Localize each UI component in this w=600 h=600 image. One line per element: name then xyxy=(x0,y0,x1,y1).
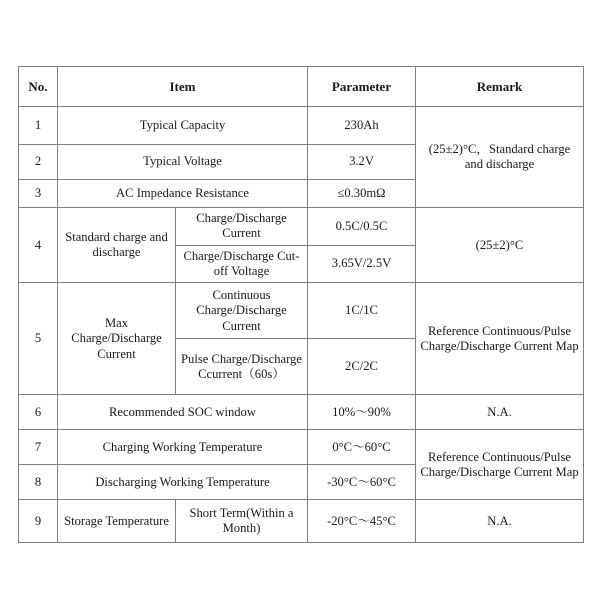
cell-no-2: 2 xyxy=(19,145,58,180)
cell-parameter-5a: 1C/1C xyxy=(308,283,416,339)
table-header-row xyxy=(19,67,584,107)
cell-item-1: Typical Capacity xyxy=(58,107,308,145)
battery-specification-table xyxy=(18,66,584,543)
cell-parameter-4a: 0.5C/0.5C xyxy=(308,208,416,246)
column-header-no: No. xyxy=(19,67,58,107)
table-header xyxy=(19,67,584,107)
cell-item-3: AC Impedance Resistance xyxy=(58,180,308,208)
cell-parameter-7: 0°C～60°C xyxy=(308,430,416,465)
cell-remark-6: N.A. xyxy=(416,395,584,430)
column-header-item: Item xyxy=(58,67,308,107)
table-row xyxy=(19,430,584,465)
cell-no-1: 1 xyxy=(19,107,58,145)
cell-parameter-6: 10%～90% xyxy=(308,395,416,430)
cell-remark-7-8: Reference Continuous/Pulse Charge/Discharge Current Map xyxy=(416,430,584,500)
cell-no-3: 3 xyxy=(19,180,58,208)
cell-parameter-2: 3.2V xyxy=(308,145,416,180)
cell-parameter-4b: 3.65V/2.5V xyxy=(308,245,416,283)
cell-remark-4: (25±2)°C xyxy=(416,208,584,283)
cell-no-6: 6 xyxy=(19,395,58,430)
cell-subitem-5b: Pulse Charge/Discharge Ccurrent（60s） xyxy=(176,339,308,395)
cell-subitem-9: Short Term(Within a Month) xyxy=(176,500,308,543)
cell-item-2: Typical Voltage xyxy=(58,145,308,180)
cell-item-6: Recommended SOC window xyxy=(58,395,308,430)
cell-parameter-9: -20°C～45°C xyxy=(308,500,416,543)
cell-no-8: 8 xyxy=(19,465,58,500)
cell-remark-5: Reference Continuous/Pulse Charge/Discharge Current Map xyxy=(416,283,584,395)
table-row xyxy=(19,283,584,339)
cell-subitem-5a: Continuous Charge/Discharge Current xyxy=(176,283,308,339)
cell-no-9: 9 xyxy=(19,500,58,543)
cell-subitem-4a: Charge/Discharge Current xyxy=(176,208,308,246)
cell-remark-1-3: (25±2)°C，Standard charge and discharge xyxy=(416,107,584,208)
cell-item-4: Standard charge and discharge xyxy=(58,208,176,283)
column-header-remark: Remark xyxy=(416,67,584,107)
cell-parameter-1: 230Ah xyxy=(308,107,416,145)
cell-parameter-5b: 2C/2C xyxy=(308,339,416,395)
cell-no-4: 4 xyxy=(19,208,58,283)
cell-item-8: Discharging Working Temperature xyxy=(58,465,308,500)
table-row xyxy=(19,208,584,246)
table-row xyxy=(19,500,584,543)
table-row xyxy=(19,395,584,430)
cell-item-7: Charging Working Temperature xyxy=(58,430,308,465)
cell-no-5: 5 xyxy=(19,283,58,395)
cell-item-9: Storage Temperature xyxy=(58,500,176,543)
table-row xyxy=(19,107,584,145)
cell-remark-9: N.A. xyxy=(416,500,584,543)
cell-item-5: Max Charge/Discharge Current xyxy=(58,283,176,395)
cell-subitem-4b: Charge/Discharge Cut-off Voltage xyxy=(176,245,308,283)
table-body xyxy=(19,107,584,543)
cell-no-7: 7 xyxy=(19,430,58,465)
specification-table-container xyxy=(18,66,583,543)
column-header-parameter: Parameter xyxy=(308,67,416,107)
cell-parameter-8: -30°C～60°C xyxy=(308,465,416,500)
cell-parameter-3: ≤0.30mΩ xyxy=(308,180,416,208)
